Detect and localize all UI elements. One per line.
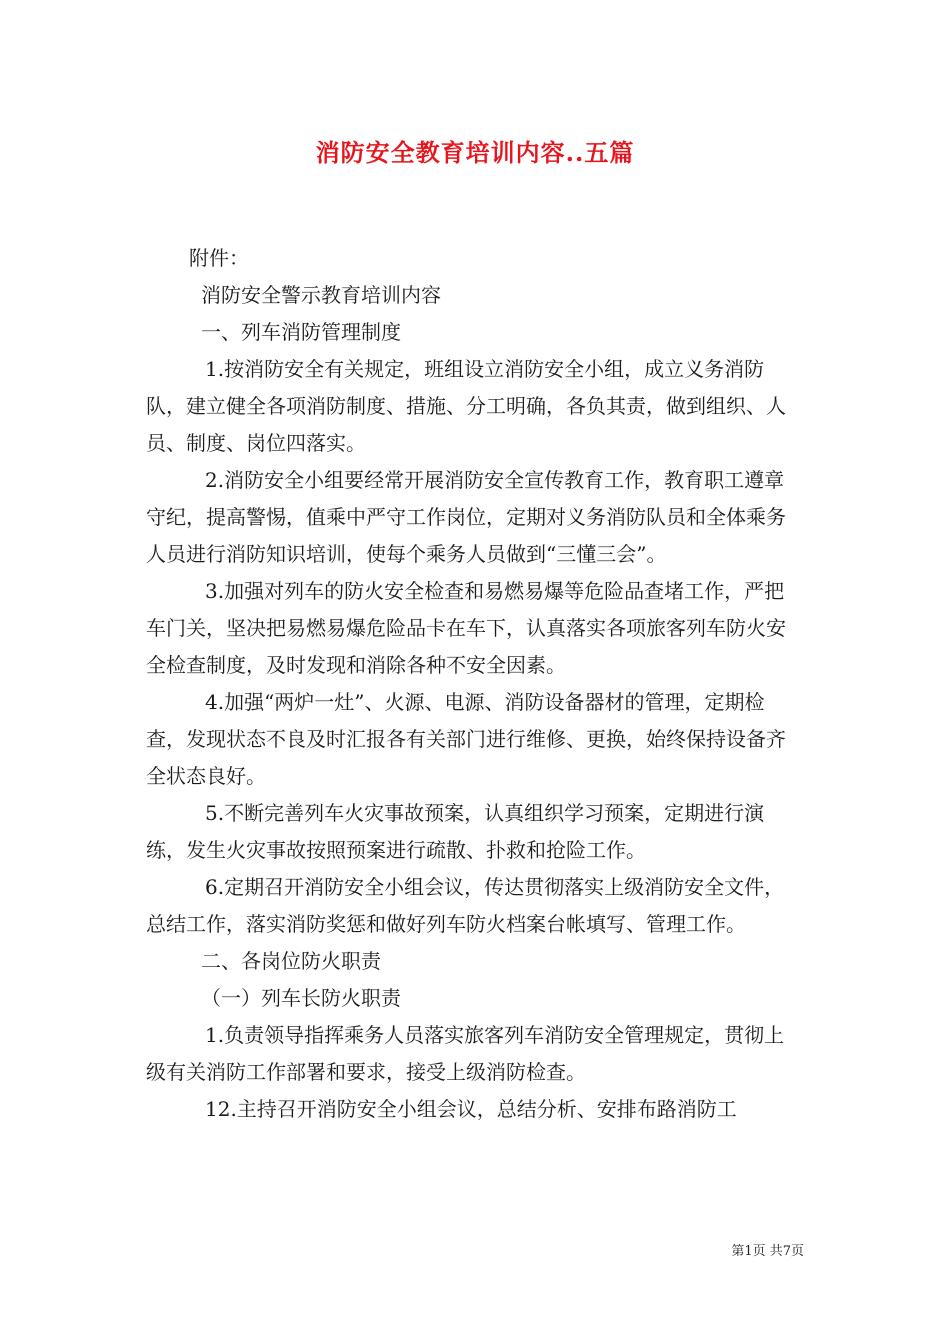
paragraph-item: 4.加强“两炉一灶”、火源、电源、消防设备器材的管理，定期检查，发现状态不良及时汇报各有关部门进行维修、更换，始终保持设备齐全状态良好。 xyxy=(146,690,786,788)
paragraph-item: 2.消防安全小组要经常开展消防安全宣传教育工作，教育职工遵章守纪，提高警惕，值乘中严守工作岗位，定期对义务消防队员和全体乘务人员进行消防知识培训，使每个乘务人员做到“三懂三会”。 xyxy=(146,468,786,566)
document-body xyxy=(146,240,804,1128)
paragraph-item: 1.按消防安全有关规定，班组设立消防安全小组，成立义务消防队，建立健全各项消防制度、措施、分工明确，各负其责，做到组织、人员、制度、岗位四落实。 xyxy=(146,357,786,455)
paragraph-item: 5.不断完善列车火灾事故预案，认真组织学习预案，定期进行演练，发生火灾事故按照预案进行疏散、扑救和抢险工作。 xyxy=(146,801,765,862)
section-heading-1: 一、列车消防管理制度 xyxy=(201,320,401,344)
paragraph-item: 3.加强对列车的防火安全检查和易燃易爆等危险品查堵工作，严把车门关，坚决把易燃易爆危险品卡在车下，认真落实各项旅客列车防火安全检查制度，及时发现和消除各种不安全因素。 xyxy=(146,579,786,677)
paragraph-item: 6.定期召开消防安全小组会议，传达贯彻落实上级消防安全文件，总结工作，落实消防奖惩和做好列车防火档案台帐填写、管理工作。 xyxy=(146,875,785,936)
paragraph-item: 12.主持召开消防安全小组会议，总结分析、安排布路消防工 xyxy=(205,1097,737,1121)
section-heading-2: 二、各岗位防火职责 xyxy=(201,949,381,973)
paragraph-subtitle: 消防安全警示教育培训内容 xyxy=(201,283,441,307)
paragraph-attachment-label: 附件： xyxy=(189,246,249,270)
paragraph-item: 1.负责领导指挥乘务人员落实旅客列车消防安全管理规定，贯彻上级有关消防工作部署和要求，接受上级消防检查。 xyxy=(146,1023,785,1084)
document-title: 消防安全教育培训内容..五篇 xyxy=(315,138,635,167)
subsection-heading: （一）列车长防火职责 xyxy=(201,986,401,1010)
page-number: 第1页 共7页 xyxy=(731,1244,804,1259)
